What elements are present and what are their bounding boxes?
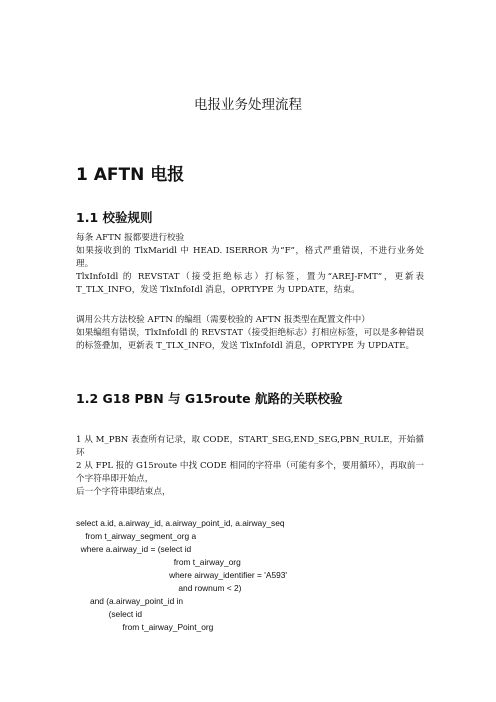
sql-code-block	[76, 517, 287, 634]
section-1-heading: 1 AFTN 电报	[76, 165, 185, 185]
paragraph-line: TlxInfoIdl 的 REVSTAT（接受拒绝标志）打标签，置为“AREJ-FMT”，更新表 T_TLX_INFO，发送 TlxInfoIdl 消息，OPRTYPE 为 UPDATE，结束。	[76, 272, 424, 295]
section-1-1-paragraph-2	[76, 314, 424, 353]
code-line: where a.airway_id = (select id	[76, 544, 192, 554]
paragraph-line: 调用公共方法校验 AFTN 的编组（需要校验的 AFTN 报类型在配置文件中）	[76, 315, 370, 325]
paragraph-line: 2 从 FPL 报的 G15route 中找 CODE 相同的字符串（可能有多个，要用循环），再取前一个字符串即开始点，	[76, 461, 424, 484]
code-line: (select id	[76, 609, 143, 619]
section-1-1-heading: 1.1 校验规则	[76, 210, 153, 225]
code-line: from t_airway_Point_org	[76, 622, 214, 632]
paragraph-line: 1 从 M_PBN 表查所有记录，取 CODE，START_SEG,END_SEG,PBN_RULE，开始循环	[76, 435, 424, 458]
section-1-2-heading: 1.2 G18 PBN 与 G15route 航路的关联校验	[76, 391, 343, 406]
code-line: from t_airway_org	[76, 557, 241, 567]
paragraph-line: 如果接收到的 TlxMaridl 中 HEAD. ISERROR 为“F”，格式严重错误，不进行业务处理。	[76, 246, 424, 269]
paragraph-line: 如果编组有错误，TlxInfoIdl 的 REVSTAT（接受拒绝标志）打相应标签，可以是多种错误的标签叠加，更新表 T_TLX_INFO，发送 TlxInfoIdl 消息，OPRTYPE 为 UPDATE。	[76, 328, 424, 351]
code-line: where airway_identifier = 'A593'	[76, 570, 288, 580]
code-line: and rownum < 2)	[76, 583, 242, 593]
paragraph-line: 每条 AFTN 报都要进行校验	[76, 233, 185, 243]
section-1-2-paragraph	[76, 434, 424, 499]
code-line: from t_airway_segment_org a	[76, 531, 197, 541]
document-title: 电报业务处理流程	[194, 97, 302, 113]
paragraph-line: 后一个字符串即结束点，	[76, 487, 171, 497]
code-line: select a.id, a.airway_id, a.airway_point_id, a.airway_seq	[76, 518, 285, 528]
section-1-1-paragraph	[76, 232, 424, 297]
code-line: and (a.airway_point_id in	[76, 596, 184, 606]
